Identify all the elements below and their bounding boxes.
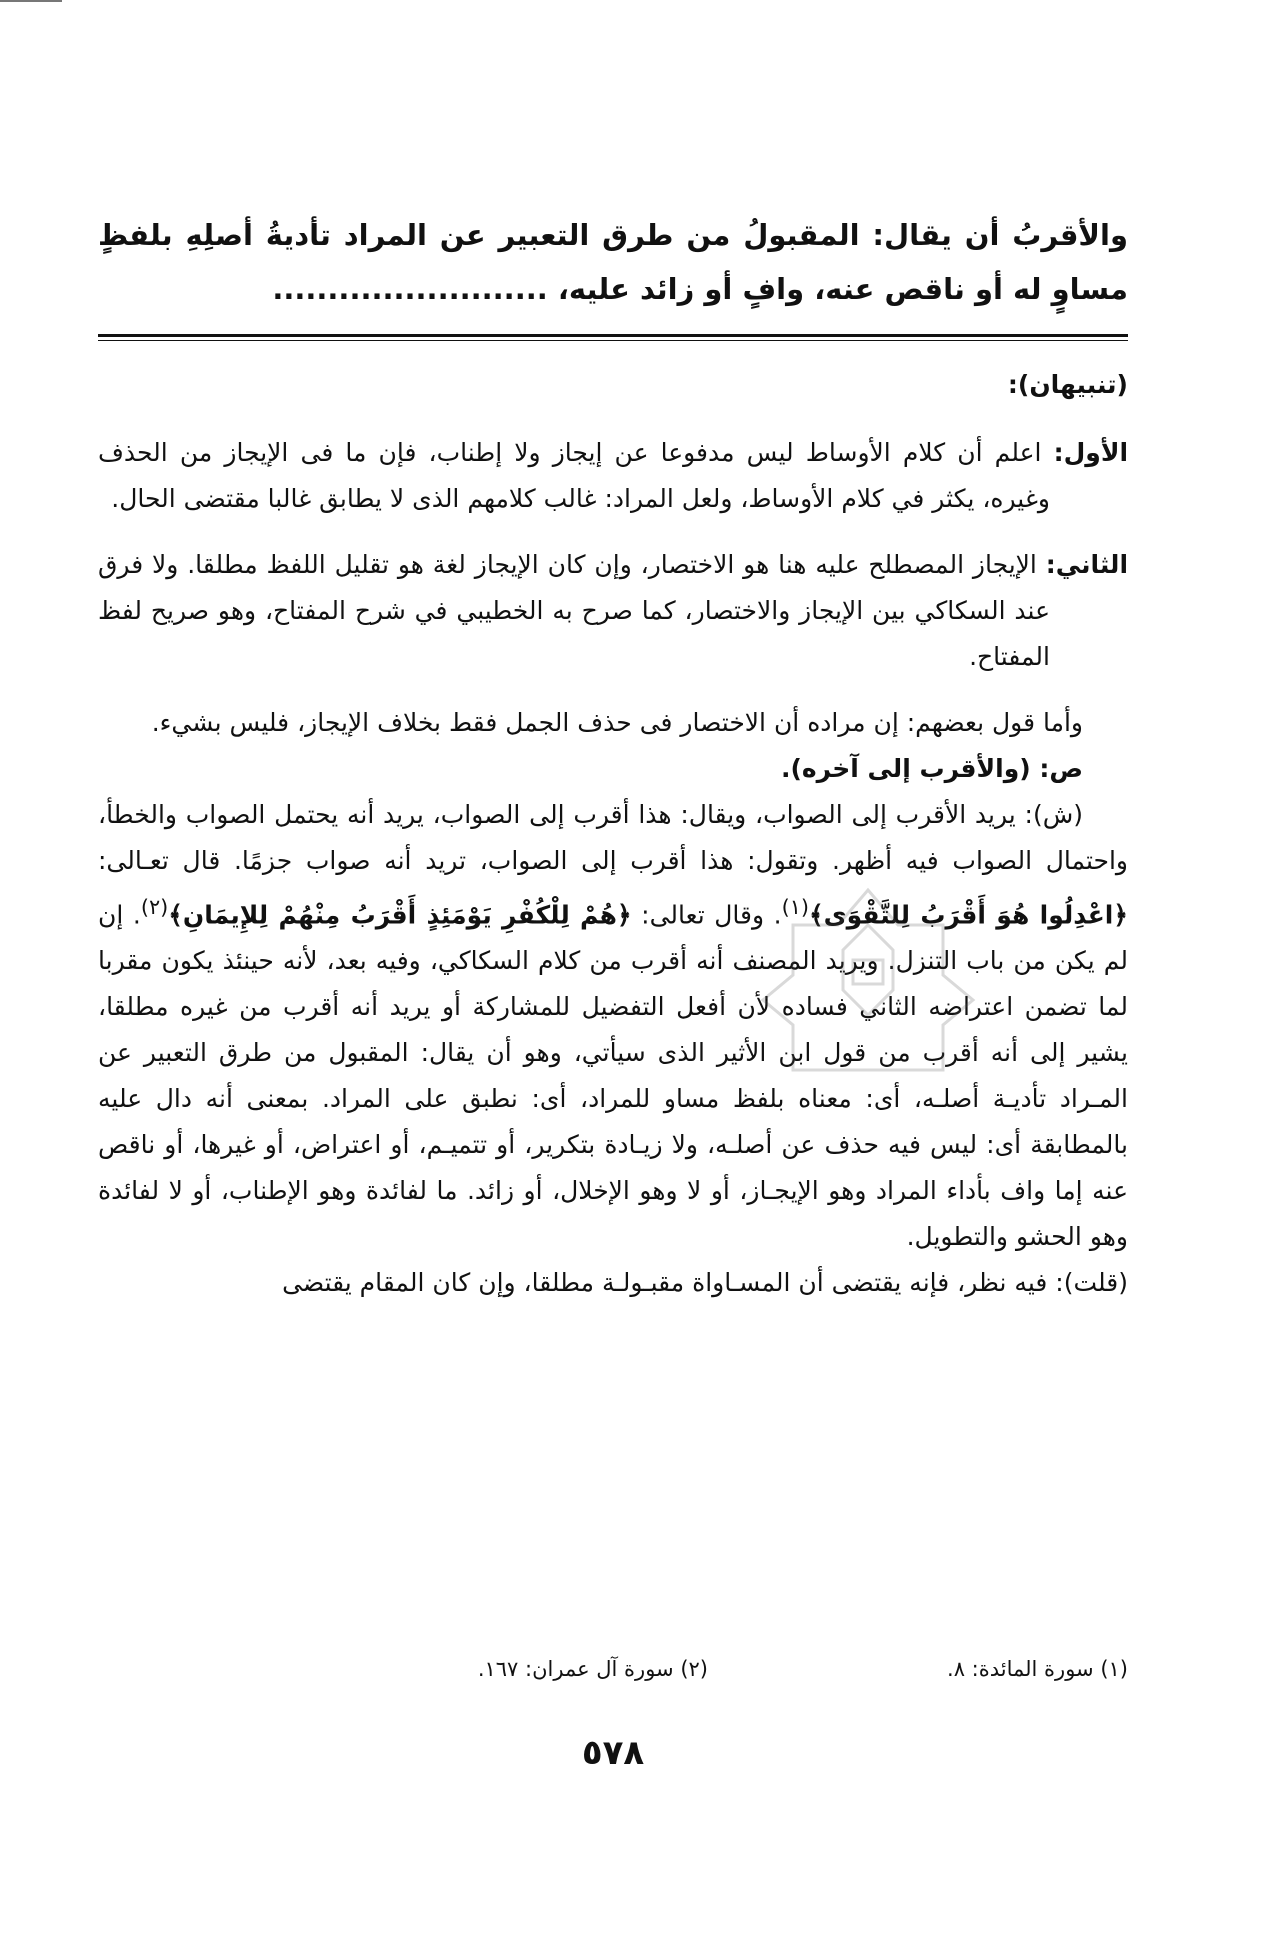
note-first-text: اعلم أن كلام الأوساط ليس مدفوعا عن إيجاز ولا إطناب، فإن ما فى الإيجاز من الحذف وغيره، يكثر في كلام الأوساط، ولعل المراد: غالب كلامهم الذى لا يطابق غالبا مقتضى الحال. (98, 438, 1050, 513)
note-second-label: الثاني: (1045, 550, 1129, 579)
qult-paragraph: (قلت): فيه نظر، فإنه يقتضى أن المسـاواة مقبـولـة مطلقا، وإن كان المقام يقتضى (282, 1268, 1128, 1298)
footnote-1: (١) سورة المائدة: ٨. (947, 1657, 1128, 1681)
sharh-paragraph (98, 792, 1128, 1260)
book-page (98, 0, 1128, 1944)
scan-edge-mark (0, 0, 62, 2)
note-second-text: الإيجاز المصطلح عليه هنا هو الاختصار، وإن كان الإيجاز لغة هو تقليل اللفظ مطلقا. ولا فرق عند السكاكي بين الإيجاز والاختصار، كما صرح به الخطيبي في شرح المفتاح، وهو صريح لفظ المفتاح. (98, 550, 1050, 671)
footnote-marker-2: (٢) (140, 895, 169, 919)
sad-line: ص: (والأقرب إلى آخره). (780, 754, 1083, 783)
quran-verse-1: ﴿اعْدِلُوا هُوَ أَقْرَبُ لِلتَّقْوَى﴾ (809, 900, 1128, 930)
footnote-2: (٢) سورة آل عمران: ١٦٧. (477, 1657, 708, 1681)
note-first (98, 430, 1128, 522)
sharh-part-3: . إن لم يكن من باب التنزل. ويريد المصنف أنه أقرب من كلام السكاكي، وفيه بعد، لأنه حينئذ يكون مقربا لما تضمن اعتراضه الثاني فساده لأن أفعل التفضيل للمشاركة أو يريد أنه أقرب من غيره مطلقا، يشير إلى أنه أقرب من قول ابن الأثير الذى سيأتي، وهو أن يقال: المقبول من طرق التعبير عن المـراد تأديـة أصلـه، أى: معناه بلفظ مساو للمراد، أى: نطبق على المراد. بمعنى أنه دال عليه بالمطابقة أى: ليس فيه حذف عن أصلـه، ولا زيـادة بتكرير، أو تتميـم، أو اعتراض، أو غيرها، أو ناقص عنه إما واف بأداء المراد وهو الإيجـاز، أو لا وهو الإخلال، أو زائد. ما لفائدة وهو الإطناب، أو لا لفائدة وهو الحشو والتطويل. (98, 900, 1128, 1252)
footnote-marker-1: (١) (781, 895, 810, 919)
note-first-label: الأول: (1053, 438, 1129, 467)
quran-verse-2: ﴿هُمْ لِلْكُفْرِ يَوْمَئِذٍ أَقْرَبُ مِنْهُمْ لِلإِيمَانِ﴾ (168, 900, 632, 930)
section-heading: (تنبيهان): (1007, 370, 1128, 399)
matn-block (98, 208, 1128, 316)
matn-separator-rule (98, 334, 1128, 337)
note-second (98, 542, 1128, 680)
aside-paragraph: وأما قول بعضهم: إن مراده أن الاختصار فى حذف الجمل فقط بخلاف الإيجاز، فليس بشيء. (151, 708, 1083, 737)
page-number: ٥٧٨ (581, 1733, 645, 1773)
sharh-part-2: . وقال تعالى: (631, 900, 782, 930)
sharh-part-1: (ش): يريد الأقرب إلى الصواب، ويقال: هذا أقرب إلى الصواب، يريد أنه يحتمل الصواب والخطأ، واحتمال الصواب فيه أظهر. وتقول: هذا أقرب إلى الصواب، تريد أنه صواب جزمًا. قال تعـالى: (98, 800, 1128, 875)
sharh-block (98, 362, 1129, 1773)
matn-text: والأقربُ أن يقال: المقبولُ من طرق التعبير عن المراد تأديةُ أصلِهِ بلفظٍ مساوٍ له أو ناقص عنه، وافٍ أو زائد عليه، ......................... (98, 218, 1128, 306)
